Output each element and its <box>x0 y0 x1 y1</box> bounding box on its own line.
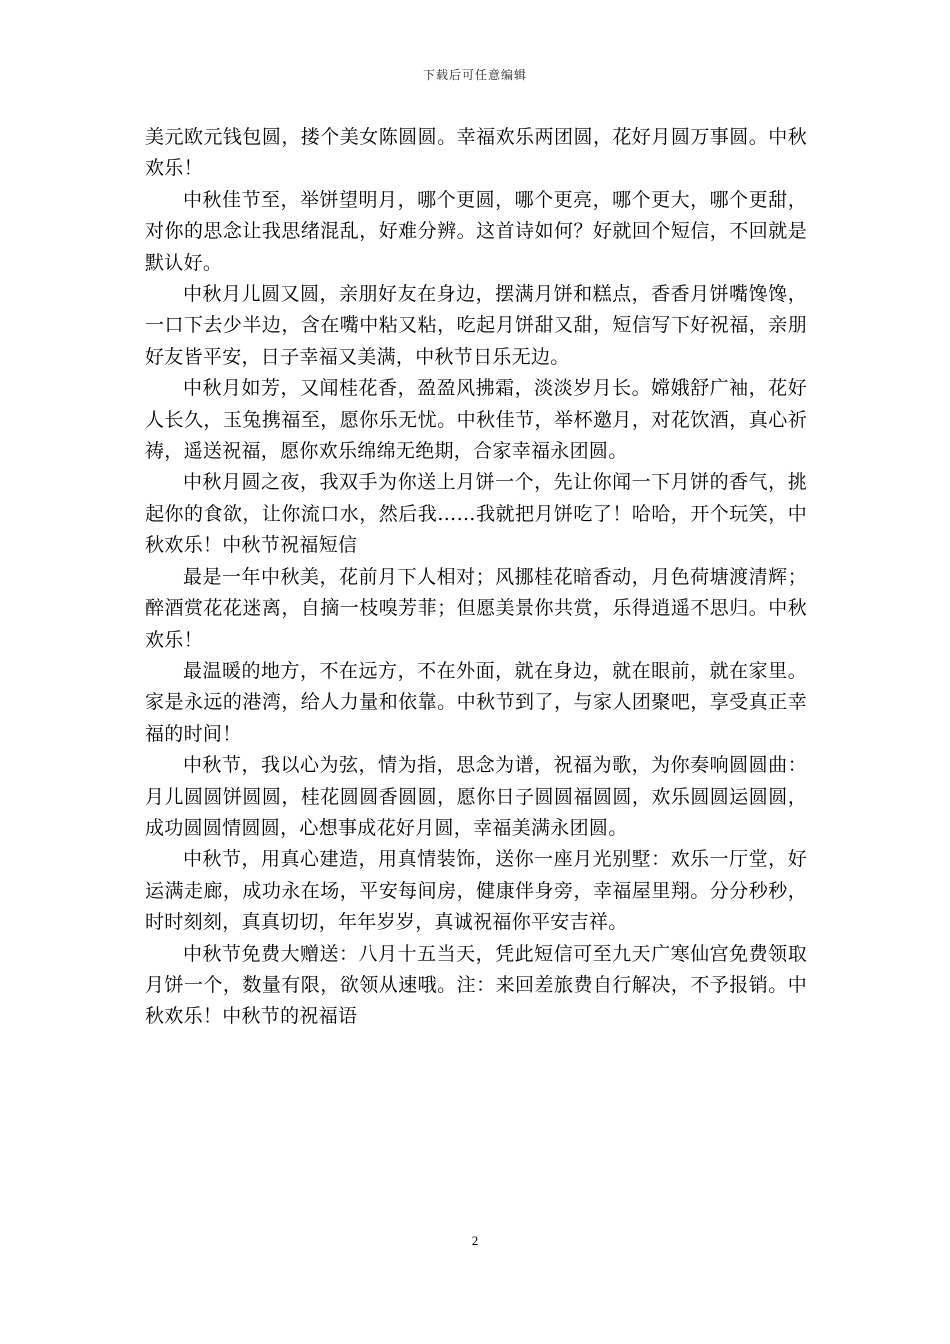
paragraph: 中秋月圆之夜，我双手为你送上月饼一个，先让你闻一下月饼的香气，挑起你的食欲，让你流口水，然后我……我就把月饼吃了！哈哈，开个玩笑，中秋欢乐！中秋节祝福短信 <box>145 471 807 557</box>
paragraph: 中秋节免费大赠送：八月十五当天，凭此短信可至九天广寒仙宫免费领取月饼一个，数量有限，欲领从速哦。注：来回差旅费自行解决，不予报销。中秋欢乐！中秋节的祝福语 <box>145 942 807 1028</box>
paragraph: 中秋佳节至，举饼望明月，哪个更圆，哪个更亮，哪个更大，哪个更甜，对你的思念让我思绪混乱，好难分辨。这首诗如何？好就回个短信，不回就是默认好。 <box>145 188 807 274</box>
paragraph: 美元欧元钱包圆，搂个美女陈圆圆。幸福欢乐两团圆，花好月圆万事圆。中秋欢乐！ <box>145 126 807 180</box>
paragraph: 中秋月如芳，又闻桂花香，盈盈风拂霜，淡淡岁月长。嫦娥舒广袖，花好人长久，玉兔携福至，愿你乐无忧。中秋佳节，举杯邀月，对花饮酒，真心祈祷，遥送祝福，愿你欢乐绵绵无绝期，合家幸福永团圆。 <box>145 377 807 463</box>
paragraph: 中秋月儿圆又圆，亲朋好友在身边，摆满月饼和糕点，香香月饼嘴馋馋，一口下去少半边，含在嘴中粘又粘，吃起月饼甜又甜，短信写下好祝福，亲朋好友皆平安，日子幸福又美满，中秋节日乐无边。 <box>145 283 807 368</box>
page-header: 下载后可任意编辑 <box>422 68 527 82</box>
paragraph: 最温暖的地方，不在远方，不在外面，就在身边，就在眼前，就在家里。家是永远的港湾，给人力量和依靠。中秋节到了，与家人团聚吧，享受真正幸福的时间！ <box>145 659 807 745</box>
paragraph: 中秋节，用真心建造，用真情装饰，送你一座月光别墅：欢乐一厅堂，好运满走廊，成功永在场，平安每间房，健康伴身旁，幸福屋里翔。分分秒秒，时时刻刻，真真切切，年年岁岁，真诚祝福你平安吉祥。 <box>145 848 807 934</box>
paragraph: 中秋节，我以心为弦，情为指，思念为谱，祝福为歌，为你奏响圆圆曲：月儿圆圆饼圆圆，桂花圆圆香圆圆，愿你日子圆圆福圆圆，欢乐圆圆运圆圆，成功圆圆情圆圆，心想事成花好月圆，幸福美满永团圆。 <box>145 754 807 839</box>
page-number: 2 <box>471 1233 479 1248</box>
document-body <box>145 122 807 1033</box>
paragraph: 最是一年中秋美，花前月下人相对；风挪桂花暗香动，月色荷塘渡清辉；醉酒赏花花迷离，自摘一枝嗅芳菲；但愿美景你共赏，乐得逍遥不思归。中秋欢乐！ <box>145 565 807 651</box>
